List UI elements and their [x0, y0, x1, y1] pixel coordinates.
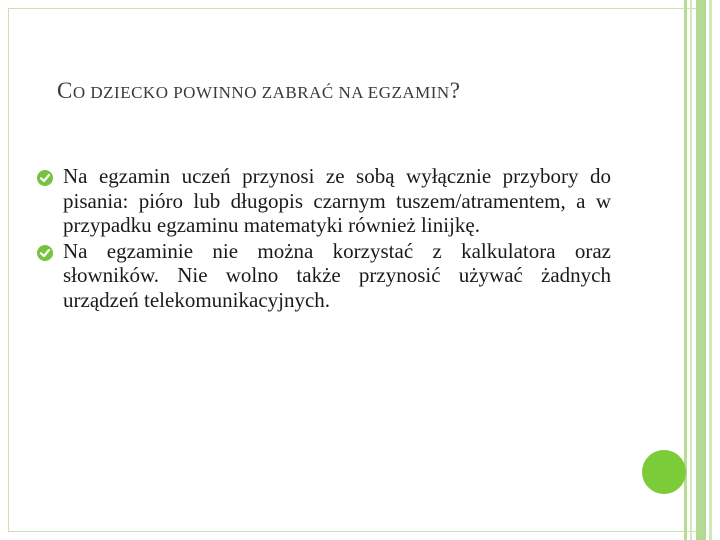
decor-stripe — [709, 0, 712, 540]
title-question-mark: ? — [449, 78, 461, 103]
bullet-item — [63, 239, 611, 313]
slide-content — [63, 164, 611, 312]
circle-check-icon — [37, 245, 53, 261]
decor-green-circle — [642, 450, 686, 494]
title-initial: C — [57, 78, 73, 103]
slide-title — [57, 78, 617, 104]
bullet-text: Na egzaminie nie można korzystać z kalkulatora oraz słowników. Nie wolno także przynosić używać żadnych urządzeń telekomunikacyjnych. — [63, 238, 611, 312]
circle-check-icon — [37, 170, 53, 186]
decor-stripe — [684, 0, 687, 540]
decor-stripe — [696, 0, 706, 540]
decor-stripe — [690, 0, 692, 540]
bullet-item — [63, 164, 611, 238]
bullet-text: Na egzamin uczeń przynosi ze sobą wyłącznie przybory do pisania: pióro lub długopis czarnym tuszem/atramentem, a w przypadku egzaminu matematyki również linijkę. — [63, 164, 611, 237]
title-text: O DZIECKO POWINNO ZABRAĆ NA EGZAMIN — [72, 83, 450, 102]
